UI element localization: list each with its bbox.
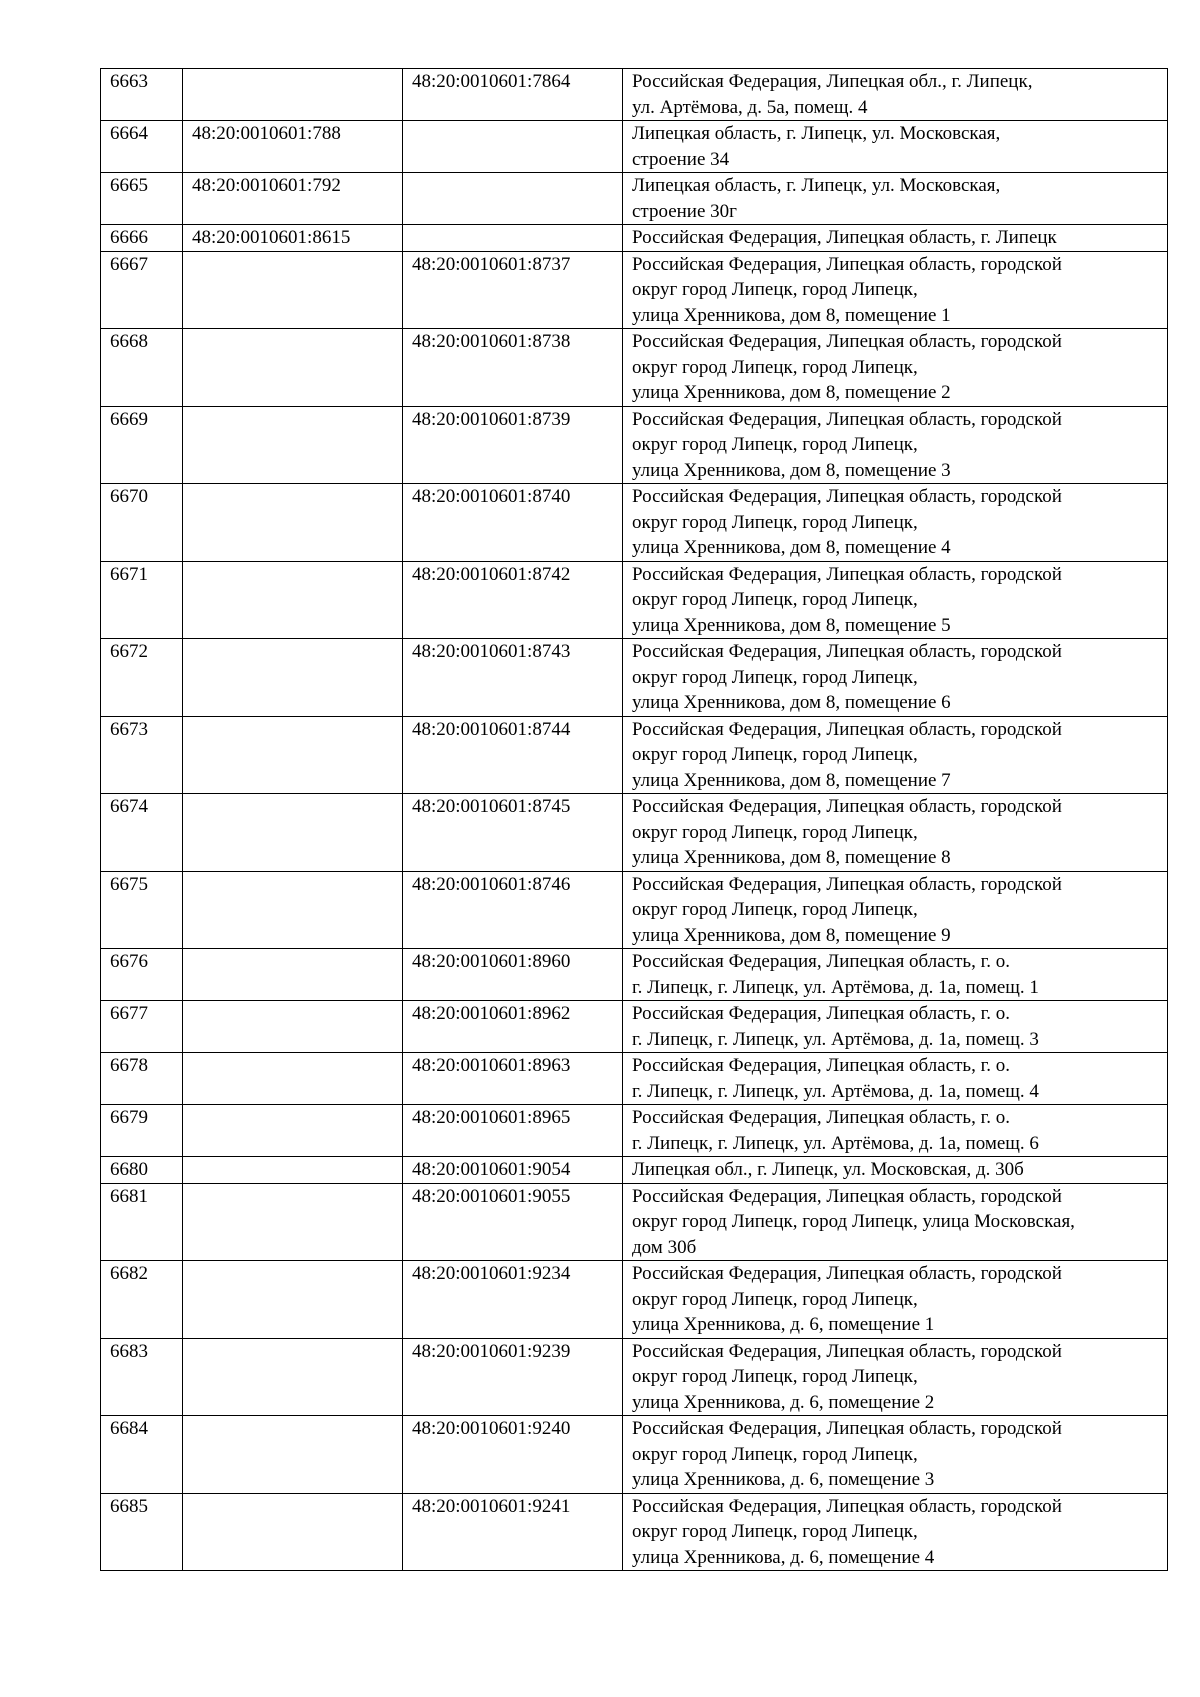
row-number: 6667 <box>101 251 183 329</box>
land-cadastral-number <box>183 716 403 794</box>
building-cadastral-number: 48:20:0010601:8746 <box>403 871 623 949</box>
land-cadastral-number <box>183 949 403 1001</box>
address: Российская Федерация, Липецкая обл., г. Липецк, ул. Артёмова, д. 5а, помещ. 4 <box>623 69 1168 121</box>
building-cadastral-number: 48:20:0010601:8742 <box>403 561 623 639</box>
land-cadastral-number <box>183 251 403 329</box>
table-row <box>101 225 1168 252</box>
building-cadastral-number: 48:20:0010601:8965 <box>403 1105 623 1157</box>
row-number: 6684 <box>101 1416 183 1494</box>
address: Российская Федерация, Липецкая область, городской округ город Липецк, город Липецк, улица Хренникова, дом 8, помещение 2 <box>623 329 1168 407</box>
table-row <box>101 1053 1168 1105</box>
land-cadastral-number <box>183 1493 403 1571</box>
address: Российская Федерация, Липецкая область, городской округ город Липецк, город Липецк, улица Хренникова, д. 6, помещение 4 <box>623 1493 1168 1571</box>
building-cadastral-number: 48:20:0010601:8740 <box>403 484 623 562</box>
land-cadastral-number <box>183 561 403 639</box>
land-cadastral-number <box>183 1183 403 1261</box>
building-cadastral-number: 48:20:0010601:9241 <box>403 1493 623 1571</box>
row-number: 6665 <box>101 173 183 225</box>
address: Российская Федерация, Липецкая область, городской округ город Липецк, город Липецк, улица Хренникова, д. 6, помещение 1 <box>623 1261 1168 1339</box>
row-number: 6682 <box>101 1261 183 1339</box>
table-row <box>101 1493 1168 1571</box>
building-cadastral-number <box>403 173 623 225</box>
land-cadastral-number <box>183 1157 403 1184</box>
land-cadastral-number <box>183 1416 403 1494</box>
address: Российская Федерация, Липецкая область, городской округ город Липецк, город Липецк, улица Хренникова, дом 8, помещение 3 <box>623 406 1168 484</box>
land-cadastral-number <box>183 871 403 949</box>
building-cadastral-number: 48:20:0010601:9054 <box>403 1157 623 1184</box>
land-cadastral-number <box>183 1261 403 1339</box>
building-cadastral-number: 48:20:0010601:9234 <box>403 1261 623 1339</box>
table-row <box>101 561 1168 639</box>
table-row <box>101 1001 1168 1053</box>
land-cadastral-number <box>183 1001 403 1053</box>
building-cadastral-number: 48:20:0010601:8963 <box>403 1053 623 1105</box>
address: Российская Федерация, Липецкая область, г. о. г. Липецк, г. Липецк, ул. Артёмова, д. 1а, помещ. 1 <box>623 949 1168 1001</box>
building-cadastral-number: 48:20:0010601:8744 <box>403 716 623 794</box>
registry-table <box>100 68 1168 1571</box>
table-row <box>101 1416 1168 1494</box>
row-number: 6675 <box>101 871 183 949</box>
row-number: 6674 <box>101 794 183 872</box>
address: Российская Федерация, Липецкая область, г. о. г. Липецк, г. Липецк, ул. Артёмова, д. 1а, помещ. 4 <box>623 1053 1168 1105</box>
land-cadastral-number <box>183 1053 403 1105</box>
table-row <box>101 69 1168 121</box>
land-cadastral-number <box>183 406 403 484</box>
land-cadastral-number: 48:20:0010601:792 <box>183 173 403 225</box>
building-cadastral-number: 48:20:0010601:8738 <box>403 329 623 407</box>
address: Российская Федерация, Липецкая область, городской округ город Липецк, город Липецк, улица Хренникова, дом 8, помещение 1 <box>623 251 1168 329</box>
building-cadastral-number: 48:20:0010601:8739 <box>403 406 623 484</box>
table-row <box>101 406 1168 484</box>
land-cadastral-number <box>183 1338 403 1416</box>
table-row <box>101 639 1168 717</box>
land-cadastral-number: 48:20:0010601:788 <box>183 121 403 173</box>
address: Российская Федерация, Липецкая область, городской округ город Липецк, город Липецк, улица Хренникова, д. 6, помещение 2 <box>623 1338 1168 1416</box>
building-cadastral-number: 48:20:0010601:8743 <box>403 639 623 717</box>
land-cadastral-number: 48:20:0010601:8615 <box>183 225 403 252</box>
address: Липецкая область, г. Липецк, ул. Московская, строение 30г <box>623 173 1168 225</box>
registry-table-body <box>101 69 1168 1571</box>
address: Российская Федерация, Липецкая область, городской округ город Липецк, город Липецк, улица Хренникова, дом 8, помещение 9 <box>623 871 1168 949</box>
row-number: 6685 <box>101 1493 183 1571</box>
table-row <box>101 1338 1168 1416</box>
address: Российская Федерация, Липецкая область, городской округ город Липецк, город Липецк, улица Хренникова, дом 8, помещение 7 <box>623 716 1168 794</box>
row-number: 6678 <box>101 1053 183 1105</box>
address: Липецкая обл., г. Липецк, ул. Московская, д. 30б <box>623 1157 1168 1184</box>
table-row <box>101 1105 1168 1157</box>
table-row <box>101 173 1168 225</box>
building-cadastral-number <box>403 121 623 173</box>
row-number: 6670 <box>101 484 183 562</box>
address: Российская Федерация, Липецкая область, городской округ город Липецк, город Липецк, улица Хренникова, дом 8, помещение 8 <box>623 794 1168 872</box>
address: Российская Федерация, Липецкая область, городской округ город Липецк, город Липецк, улица Хренникова, д. 6, помещение 3 <box>623 1416 1168 1494</box>
building-cadastral-number <box>403 225 623 252</box>
row-number: 6668 <box>101 329 183 407</box>
address: Российская Федерация, Липецкая область, г. о. г. Липецк, г. Липецк, ул. Артёмова, д. 1а, помещ. 3 <box>623 1001 1168 1053</box>
table-row <box>101 871 1168 949</box>
row-number: 6683 <box>101 1338 183 1416</box>
row-number: 6679 <box>101 1105 183 1157</box>
building-cadastral-number: 48:20:0010601:8962 <box>403 1001 623 1053</box>
table-row <box>101 794 1168 872</box>
table-row <box>101 1157 1168 1184</box>
row-number: 6669 <box>101 406 183 484</box>
row-number: 6671 <box>101 561 183 639</box>
address: Российская Федерация, Липецкая область, г. Липецк <box>623 225 1168 252</box>
row-number: 6663 <box>101 69 183 121</box>
table-row <box>101 949 1168 1001</box>
address: Российская Федерация, Липецкая область, городской округ город Липецк, город Липецк, улица Хренникова, дом 8, помещение 5 <box>623 561 1168 639</box>
row-number: 6681 <box>101 1183 183 1261</box>
address: Российская Федерация, Липецкая область, городской округ город Липецк, город Липецк, улица Московская, дом 30б <box>623 1183 1168 1261</box>
building-cadastral-number: 48:20:0010601:9240 <box>403 1416 623 1494</box>
row-number: 6664 <box>101 121 183 173</box>
land-cadastral-number <box>183 484 403 562</box>
building-cadastral-number: 48:20:0010601:7864 <box>403 69 623 121</box>
building-cadastral-number: 48:20:0010601:9239 <box>403 1338 623 1416</box>
table-row <box>101 251 1168 329</box>
row-number: 6666 <box>101 225 183 252</box>
row-number: 6680 <box>101 1157 183 1184</box>
row-number: 6672 <box>101 639 183 717</box>
table-row <box>101 716 1168 794</box>
row-number: 6676 <box>101 949 183 1001</box>
row-number: 6673 <box>101 716 183 794</box>
land-cadastral-number <box>183 639 403 717</box>
address: Липецкая область, г. Липецк, ул. Московская, строение 34 <box>623 121 1168 173</box>
address: Российская Федерация, Липецкая область, г. о. г. Липецк, г. Липецк, ул. Артёмова, д. 1а, помещ. 6 <box>623 1105 1168 1157</box>
land-cadastral-number <box>183 794 403 872</box>
building-cadastral-number: 48:20:0010601:8960 <box>403 949 623 1001</box>
building-cadastral-number: 48:20:0010601:8737 <box>403 251 623 329</box>
land-cadastral-number <box>183 1105 403 1157</box>
land-cadastral-number <box>183 329 403 407</box>
building-cadastral-number: 48:20:0010601:9055 <box>403 1183 623 1261</box>
table-row <box>101 1183 1168 1261</box>
table-row <box>101 1261 1168 1339</box>
table-row <box>101 484 1168 562</box>
land-cadastral-number <box>183 69 403 121</box>
row-number: 6677 <box>101 1001 183 1053</box>
table-row <box>101 329 1168 407</box>
address: Российская Федерация, Липецкая область, городской округ город Липецк, город Липецк, улица Хренникова, дом 8, помещение 6 <box>623 639 1168 717</box>
building-cadastral-number: 48:20:0010601:8745 <box>403 794 623 872</box>
address: Российская Федерация, Липецкая область, городской округ город Липецк, город Липецк, улица Хренникова, дом 8, помещение 4 <box>623 484 1168 562</box>
table-row <box>101 121 1168 173</box>
